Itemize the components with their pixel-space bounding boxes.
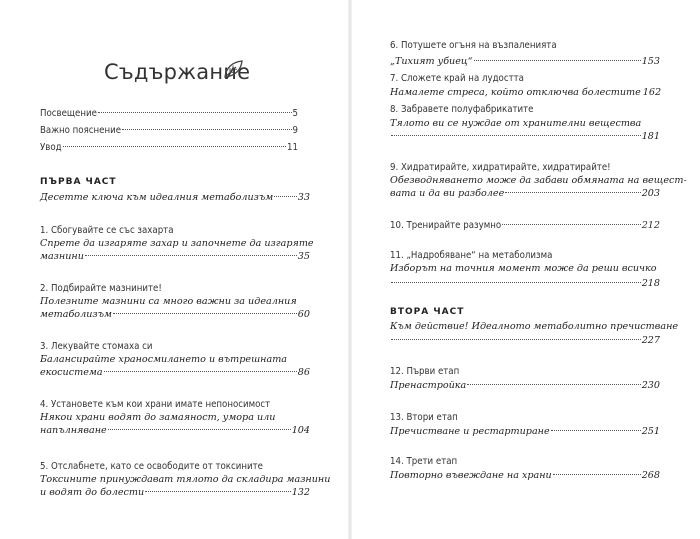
page-number: 227: [641, 335, 660, 346]
dot-leader: [551, 430, 641, 431]
page-number: 181: [641, 131, 660, 142]
dot-leader: [391, 282, 641, 283]
page-number: 86: [297, 367, 310, 378]
dot-leader: [391, 339, 641, 340]
page-number: 153: [641, 56, 660, 67]
dot-leader: [98, 112, 292, 113]
entry-label: Десетте ключа към идеалния метаболизъм: [40, 192, 274, 203]
part-heading: ВТОРА ЧАСТ: [390, 307, 465, 317]
dot-leader: [108, 429, 291, 430]
dot-leader: [502, 224, 641, 225]
chapter-title[interactable]: 7. Сложете край на лудостта: [390, 73, 524, 84]
toc-entry-stage2[interactable]: [390, 426, 660, 438]
entry-label: и водят до болести: [40, 487, 145, 498]
toc-entry-ch1[interactable]: [40, 251, 310, 263]
page-number: 251: [641, 426, 660, 437]
toc-entry-ch6[interactable]: [390, 56, 660, 68]
part-heading: ПЪРВА ЧАСТ: [40, 177, 117, 187]
toc-entry-ch10[interactable]: [390, 220, 660, 232]
toc-entry-ch3[interactable]: [40, 367, 310, 379]
book-gutter: [348, 0, 352, 539]
chapter-subtitle: Токсините принуждават тялото да складира мазнини: [40, 474, 331, 485]
entry-label: Пречистване и рестартиране: [390, 426, 550, 437]
chapter-title[interactable]: 3. Лекувайте стомаха си: [40, 341, 153, 352]
entry-label: мазнини: [40, 251, 84, 262]
page-number: 5: [292, 108, 298, 119]
dot-leader: [391, 135, 641, 136]
toc-entry-note[interactable]: [40, 125, 298, 137]
entry-label: 10. Тренирайте разумно: [390, 220, 502, 231]
chapter-title[interactable]: 4. Установете към кои храни имате непоносимост: [40, 399, 271, 410]
toc-entry-ch11[interactable]: [390, 278, 660, 290]
dot-leader: [85, 255, 297, 256]
toc-entry-dedication[interactable]: [40, 108, 298, 120]
chapter-title[interactable]: 9. Хидратирайте, хидратирайте, хидратирайте!: [390, 162, 611, 173]
chapter-subtitle: Обезводняването може да забави обмяната на вещест-: [390, 175, 687, 186]
dot-leader: [145, 491, 291, 492]
chapter-title[interactable]: 2. Подбирайте мазнините!: [40, 283, 162, 294]
entry-label: „Тихият убиец“: [390, 56, 473, 67]
toc-entry-stage3[interactable]: [390, 470, 660, 482]
toc-entry-ch7[interactable]: [390, 87, 660, 99]
chapter-title[interactable]: 13. Втори етап: [390, 412, 458, 423]
dot-leader: [113, 313, 297, 314]
entry-label: екосистема: [40, 367, 103, 378]
toc-entry-part2[interactable]: [390, 335, 660, 347]
chapter-title[interactable]: 14. Трети етап: [390, 456, 458, 467]
page-number: 230: [641, 380, 660, 391]
page-title: Съдържание: [104, 60, 251, 84]
page-number: 212: [641, 220, 660, 231]
entry-label: Намалете стреса, който отключва болестите: [390, 87, 641, 98]
page-number: 60: [297, 309, 310, 320]
toc-entry-intro[interactable]: [40, 142, 298, 154]
entry-label: Пренастройка: [390, 380, 467, 391]
page-number: 9: [292, 125, 298, 136]
chapter-subtitle: Балансирайте храносмилането и вътрешната: [40, 354, 288, 365]
chapter-subtitle: Някои храни водят до замаяност, умора или: [40, 412, 276, 423]
chapter-subtitle: Спрете да изгаряте захар и започнете да изгаряте: [40, 238, 314, 249]
dot-leader: [474, 60, 641, 61]
toc-entry-ch5[interactable]: [40, 487, 310, 499]
toc-entry-ch2[interactable]: [40, 309, 310, 321]
chapter-title[interactable]: 6. Потушете огъня на възпаленията: [390, 40, 557, 51]
dot-leader: [122, 129, 291, 130]
chapter-title[interactable]: 5. Отслабнете, като се освободите от токсините: [40, 461, 263, 472]
chapter-title[interactable]: 12. Първи етап: [390, 366, 460, 377]
toc-entry-part1[interactable]: [40, 192, 310, 204]
dot-leader: [274, 196, 297, 197]
page-number: 132: [291, 487, 310, 498]
chapter-title[interactable]: 11. „Надробяване“ на метаболизма: [390, 250, 553, 261]
chapter-subtitle: Изборът на точния момент може да реши всичко: [390, 263, 657, 274]
dot-leader: [553, 474, 641, 475]
entry-label: Посвещение: [40, 108, 97, 119]
page-number: 35: [297, 251, 310, 262]
page-number: 104: [291, 425, 310, 436]
dot-leader: [467, 384, 640, 385]
part-subtitle: Към действие! Идеалното метаболитно пречистване: [390, 321, 679, 332]
chapter-subtitle: Полезните мазнини са много важни за идеалния: [40, 296, 297, 307]
toc-entry-ch9[interactable]: [390, 188, 660, 200]
page-number: 268: [641, 470, 660, 481]
dot-leader: [63, 146, 286, 147]
dot-leader: [104, 371, 297, 372]
chapter-subtitle: Тялото ви се нуждае от хранителни вещества: [390, 118, 642, 129]
entry-label: Увод: [40, 142, 62, 153]
toc-entry-ch4[interactable]: [40, 425, 310, 437]
entry-label: Важно пояснение: [40, 125, 122, 136]
page-number: 162: [642, 87, 662, 98]
chapter-title[interactable]: 8. Забравете полуфабрикатите: [390, 104, 534, 115]
page-number: 218: [641, 278, 660, 289]
entry-label: вата и да ви разболее: [390, 188, 505, 199]
entry-label: метаболизъм: [40, 309, 112, 320]
leaf-icon: [222, 58, 244, 80]
entry-label: Повторно въвеждане на храни: [390, 470, 552, 481]
page-number: 11: [287, 142, 298, 153]
dot-leader: [505, 192, 640, 193]
toc-entry-stage1[interactable]: [390, 380, 660, 392]
entry-label: напълняване: [40, 425, 107, 436]
page-number: 203: [641, 188, 660, 199]
page-number: 33: [297, 192, 310, 203]
chapter-title[interactable]: 1. Сбогувайте се със захарта: [40, 225, 174, 236]
toc-entry-ch8[interactable]: [390, 131, 660, 143]
